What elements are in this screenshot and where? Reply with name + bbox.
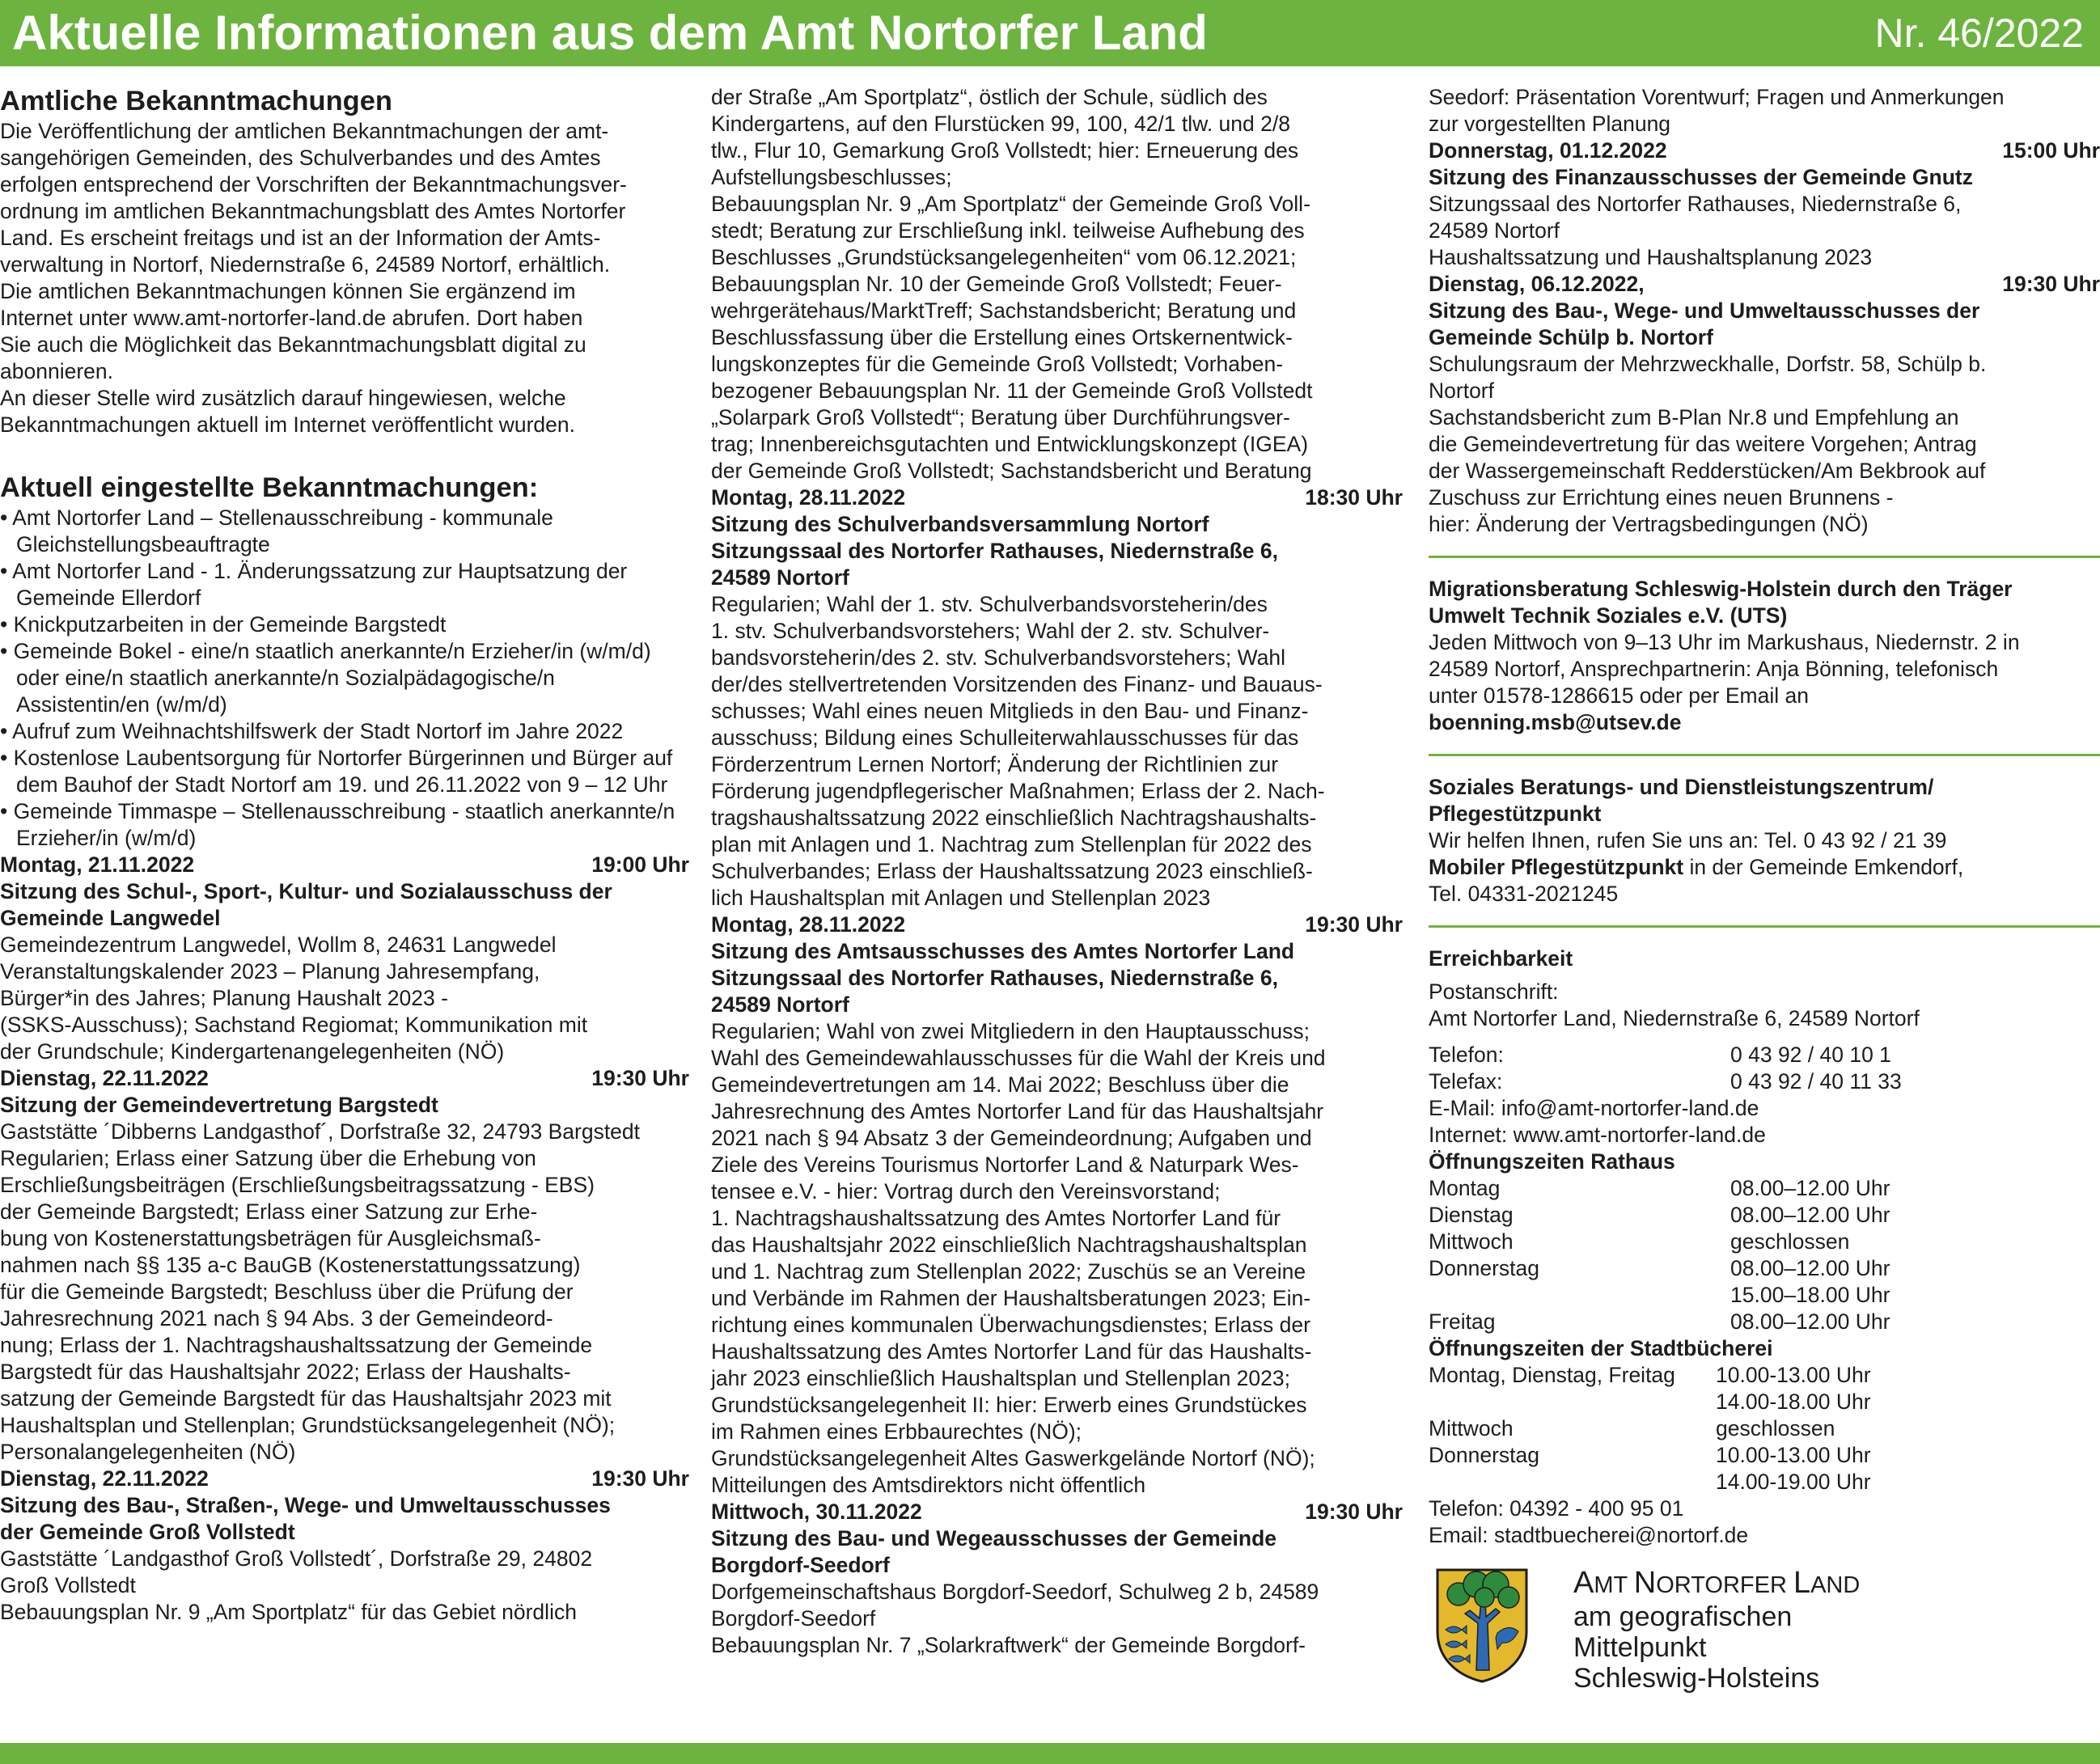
- row-value: 08.00–12.00 Uhr: [1730, 1309, 1890, 1334]
- row-label: [1429, 1469, 1716, 1495]
- list-item: • Amt Nortorfer Land - 1. Änderungssatzung zur Hauptsatzung der Gemeinde Ellerdorf: [0, 559, 628, 610]
- event-date: Donnerstag, 01.12.2022: [1429, 138, 1667, 163]
- list-item: • Gemeinde Timmaspe – Stellenausschreibung - staatlich anerkannte/n Erzieher/in (w/m/d): [0, 799, 675, 850]
- rathaus-hours: [1429, 1175, 2100, 1335]
- event-gross-vollstedt: [0, 1466, 689, 1626]
- row-label: Donnerstag: [1429, 1443, 1540, 1467]
- divider: [1429, 556, 2100, 558]
- event-text: schusses; Wahl eines neuen Mitglieds in den Bau- und Finanz-: [711, 699, 1309, 723]
- event-text: Grundstücksangelegenheit Altes Gaswerkgelände Nortorf (NÖ);: [711, 1446, 1315, 1470]
- text-line: bezogener Bebauungsplan Nr. 11 der Gemeinde Groß Vollstedt: [711, 379, 1313, 403]
- event-text: im Rahmen eines Erbbaurechtes (NÖ);: [711, 1419, 1082, 1444]
- row-value: 10.00-13.00 Uhr: [1716, 1363, 1871, 1387]
- bulletin-list: [0, 505, 689, 852]
- row-value: 0 43 92 / 40 11 33: [1730, 1069, 1902, 1094]
- event-text: für die Gemeinde Bargstedt; Beschluss über die Prüfung der: [0, 1280, 574, 1304]
- text-line: Seedorf: Präsentation Vorentwurf; Fragen und Anmerkungen: [1429, 85, 2005, 109]
- event-date: Dienstag, 22.11.2022: [0, 1066, 209, 1090]
- text-line: stedt; Beratung zur Erschließung inkl. teilweise Aufhebung des: [711, 218, 1305, 243]
- event-text: (SSKS-Ausschuss); Sachstand Regiomat; Kommunikation mit: [0, 1013, 588, 1037]
- event-time: 18:30 Uhr: [1305, 485, 1403, 510]
- migration-title: [1429, 576, 2100, 629]
- event-title: Sitzung des Finanzausschusses der Gemeinde Gnutz: [1429, 165, 1973, 189]
- event-title: Sitzungssaal des Nortorfer Rathauses, Niedernstraße 6,: [711, 966, 1278, 990]
- row-value: 08.00–12.00 Uhr: [1730, 1256, 1890, 1280]
- row-label: Montag, Dienstag, Freitag: [1429, 1363, 1675, 1387]
- row-value: 0 43 92 / 40 10 1: [1730, 1043, 1891, 1067]
- phone-table: [1429, 1042, 2100, 1095]
- event-date: Montag, 28.11.2022: [711, 912, 906, 937]
- event-date: Montag, 21.11.2022: [0, 852, 195, 877]
- text-line: der Straße „Am Sportplatz“, östlich der Schule, südlich des: [711, 85, 1268, 109]
- list-item: • Kostenlose Laubentsorgung für Nortorfer Bürgerinnen und Bürger auf dem Bauhof der Stadt Nortorf am 19. und 26.11.2022 von 9 – 12 Uhr: [0, 746, 673, 797]
- text-line: Die amtlichen Bekanntmachungen können Sie ergänzend im: [0, 279, 576, 303]
- text-line: Internet unter www.amt-nortorfer-land.de abrufen. Dort haben: [0, 306, 583, 330]
- text-line: abonnieren.: [0, 359, 113, 383]
- event-text: Förderung jugendpflegerischer Maßnahmen; Erlass der 2. Nach-: [711, 779, 1325, 803]
- event-text: Veranstaltungskalender 2023 – Planung Jahresempfang,: [0, 959, 540, 984]
- column-right: [1429, 84, 2100, 1694]
- row-label: [1429, 1389, 1716, 1415]
- row-label: Telefax:: [1429, 1069, 1503, 1094]
- mobile-phone: Tel. 04331-2021245: [1429, 882, 1619, 906]
- event-text: Erschließungsbeiträgen (Erschließungsbeitragssatzung - EBS): [0, 1173, 595, 1197]
- event-text: Mitteilungen des Amtsdirektors nicht öffentlich: [711, 1473, 1146, 1497]
- row-label: Freitag: [1429, 1309, 1496, 1334]
- logo-name: AMT NORTORFER LAND: [1573, 1566, 1861, 1600]
- text-line: Jeden Mittwoch von 9–13 Uhr im Markushaus, Niedernstr. 2 in: [1429, 630, 2020, 654]
- event-text: lich Haushaltsplan mit Anlagen und Stellenplan 2023: [711, 886, 1211, 910]
- column-middle: [711, 84, 1403, 1659]
- text-line: 24589 Nortorf, Ansprechpartnerin: Anja Bönning, telefonisch: [1429, 657, 1999, 681]
- post-label: Postanschrift:: [1429, 979, 1559, 1004]
- event-date-row: [0, 1466, 689, 1492]
- list-item: • Knickputzarbeiten in der Gemeinde Bargstedt: [0, 612, 447, 637]
- text-line: Bebauungsplan Nr. 10 der Gemeinde Groß Vollstedt; Feuer-: [711, 272, 1282, 296]
- event-text: 2021 nach § 94 Absatz 3 der Gemeindeordnung; Aufgaben und: [711, 1126, 1312, 1150]
- event-text: und 1. Nachtrag zum Stellenplan 2022; Zuschüs se an Vereine: [711, 1259, 1306, 1284]
- text-line: erfolgen entsprechend der Vorschriften der Bekanntmachungsver-: [0, 172, 627, 197]
- library-phone: Telefon: 04392 - 400 95 01: [1429, 1496, 1684, 1521]
- event-text: Schulungsraum der Mehrzweckhalle, Dorfstr. 58, Schülp b.: [1429, 352, 1987, 376]
- event-text: Schulverbandes; Erlass der Haushaltssatzung 2023 einschließ-: [711, 859, 1313, 883]
- event-text: tensee e.V. - hier: Vortrag durch den Vereinsvorstand;: [711, 1179, 1221, 1203]
- event-text: bung von Kostenerstattungsbeträgen für Ausgleichsmaß-: [0, 1226, 541, 1250]
- event-text: das Haushaltsjahr 2022 einschließlich Nachtragshaushaltsplan: [711, 1233, 1307, 1257]
- page-header: [0, 0, 2100, 66]
- event-title: Borgdorf-Seedorf: [711, 1553, 890, 1577]
- event-text: die Gemeindevertretung für das weitere Vorgehen; Antrag: [1429, 432, 1977, 456]
- text-line: lungskonzeptes für die Gemeinde Groß Vollstedt; Vorhaben-: [711, 352, 1284, 376]
- event-time: 19:30 Uhr: [591, 1466, 689, 1491]
- event-text: Sachstandsbericht zum B-Plan Nr.8 und Empfehlung an: [1429, 405, 1959, 429]
- row-value: 10.00-13.00 Uhr: [1716, 1443, 1871, 1467]
- event-text: der Gemeinde Bargstedt; Erlass einer Satzung zur Erhe-: [0, 1199, 538, 1224]
- event-text: satzung der Gemeinde Bargstedt für das Haushaltsjahr 2023 mit: [0, 1386, 612, 1411]
- event-text: bandsvorsteherin/des 2. stv. Schulverbandsvorstehers; Wahl: [711, 645, 1285, 670]
- library-hours: [1429, 1362, 2100, 1495]
- event-date-row: [711, 1499, 1403, 1525]
- text-line: Pflegestützpunkt: [1429, 802, 1602, 826]
- divider: [1429, 925, 2100, 928]
- event-text: und Verbände im Rahmen der Haushaltsberatungen 2023; Ein-: [711, 1286, 1311, 1310]
- intro-text: [0, 118, 689, 438]
- list-item: • Aufruf zum Weihnachtshilfswerk der Stadt Nortorf im Jahre 2022: [0, 719, 624, 743]
- event-text: Nortorf: [1429, 379, 1494, 403]
- event-date: Dienstag, 22.11.2022: [0, 1466, 209, 1491]
- list-item: • Gemeinde Bokel - eine/n staatlich anerkannte/n Erzieher/in (w/m/d) oder eine/n staatlich anerkannte/n Sozialpädagogische/n Assistentin/en (w/m/d): [0, 639, 651, 717]
- row-value: 15.00–18.00 Uhr: [1730, 1283, 1890, 1307]
- rathaus-heading: Öffnungszeiten Rathaus: [1429, 1149, 1675, 1174]
- text-line: unter 01578-1286615 oder per Email an: [1429, 683, 1809, 708]
- event-title: 24589 Nortorf: [711, 992, 849, 1017]
- event-text: Personalangelegenheiten (NÖ): [0, 1440, 296, 1464]
- event-text: Bargstedt für das Haushaltsjahr 2022; Erlass der Haushalts-: [0, 1360, 571, 1384]
- event-title: Gemeinde Schülp b. Nortorf: [1429, 325, 1713, 349]
- event-text: 1. Nachtragshaushaltssatzung des Amtes Nortorfer Land für: [711, 1206, 1281, 1230]
- text-line: Schleswig-Holsteins: [1573, 1663, 1820, 1694]
- post-address: Amt Nortorfer Land, Niedernstraße 6, 24589 Nortorf: [1429, 1006, 1920, 1030]
- text-line: Kindergartens, auf den Flurstücken 99, 100, 42/1 tlw. und 2/8: [711, 112, 1290, 136]
- social-title: [1429, 774, 2100, 827]
- row-label: Dienstag: [1429, 1203, 1514, 1227]
- contact-internet[interactable]: Internet: www.amt-nortorfer-land.de: [1429, 1123, 1766, 1147]
- library-heading: Öffnungszeiten der Stadtbücherei: [1429, 1336, 1773, 1360]
- continued-text: [711, 84, 1403, 484]
- event-text: nung; Erlass der 1. Nachtragshaushaltssatzung der Gemeinde: [0, 1333, 593, 1357]
- text-line: der Gemeinde Groß Vollstedt; Sachstandsbericht und Beratung: [711, 459, 1312, 483]
- event-date: Montag, 28.11.2022: [711, 485, 906, 510]
- event-date-row: [0, 852, 689, 878]
- event-text: Gaststätte ´Landgasthof Groß Vollstedt´, Dorfstraße 29, 24802: [0, 1546, 593, 1571]
- row-value: 08.00–12.00 Uhr: [1730, 1176, 1890, 1200]
- event-schulverband: [711, 484, 1403, 912]
- continued-text-right: [1429, 84, 2100, 137]
- row-value: 14.00-18.00 Uhr: [1716, 1390, 1871, 1414]
- event-text: Haushaltssatzung und Haushaltsplanung 2023: [1429, 245, 1873, 269]
- event-title: Sitzung des Bau-, Straßen-, Wege- und Umweltausschusses: [0, 1493, 611, 1517]
- row-value: geschlossen: [1730, 1229, 1850, 1254]
- event-text: 24589 Nortorf: [1429, 218, 1560, 243]
- event-title: Sitzung der Gemeindevertretung Bargstedt: [0, 1093, 438, 1117]
- event-text: der Wassergemeinschaft Redderstücken/Am Bekbrook auf: [1429, 459, 1986, 483]
- event-date-row: [711, 484, 1403, 511]
- library-email[interactable]: Email: stadtbuecherei@nortorf.de: [1429, 1523, 1749, 1547]
- text-line: sangehörigen Gemeinden, des Schulverbandes und des Amtes: [0, 146, 601, 170]
- event-text: der Grundschule; Kindergartenangelegenheiten (NÖ): [0, 1039, 505, 1064]
- text-line: Beschlusses „Grundstücksangelegenheiten“ vom 06.12.2021;: [711, 245, 1297, 269]
- event-text: Zuschuss zur Errichtung eines neuen Brunnens -: [1429, 485, 1894, 510]
- event-text: Grundstücksangelegenheit II: hier: Erwerb eines Grundstückes: [711, 1393, 1307, 1417]
- mobile-label: Mobiler Pflegestützpunkt: [1429, 855, 1684, 879]
- event-schuelp: [1429, 271, 2100, 538]
- event-date-row: [711, 912, 1403, 938]
- migration-email[interactable]: boenning.msb@utsev.de: [1429, 710, 1682, 734]
- event-time: 15:00 Uhr: [2002, 138, 2100, 163]
- contact-block: [1429, 945, 2100, 1549]
- text-line: am geografischen: [1573, 1601, 1793, 1632]
- row-label: Telefon:: [1429, 1043, 1504, 1067]
- event-gnutz: [1429, 137, 2100, 271]
- event-text: 1. stv. Schulverbandsvorstehers; Wahl der 2. stv. Schulver-: [711, 619, 1270, 643]
- event-date-row: [0, 1065, 689, 1092]
- event-title: Sitzung des Bau-, Wege- und Umweltausschusses der: [1429, 298, 1980, 323]
- event-text: Regularien; Wahl von zwei Mitgliedern in den Hauptausschuss;: [711, 1019, 1310, 1043]
- event-text: plan mit Anlagen und 1. Nachtrag zum Stellenplan für 2022 des: [711, 832, 1312, 857]
- page-title: Aktuelle Informationen aus dem Amt Nortorfer Land: [12, 6, 1208, 60]
- issue-number: Nr. 46/2022: [1874, 11, 2084, 56]
- event-date: Mittwoch, 30.11.2022: [711, 1500, 922, 1524]
- text-line: Beschlussfassung über die Erstellung eines Ortskernentwick-: [711, 325, 1293, 349]
- event-time: 19:30 Uhr: [1305, 912, 1403, 937]
- event-text: Bebauungsplan Nr. 9 „Am Sportplatz“ für das Gebiet nördlich: [0, 1600, 577, 1624]
- text-line: Migrationsberatung Schleswig-Holstein durch den Träger: [1429, 577, 2013, 601]
- event-text: Bebauungsplan Nr. 7 „Solarkraftwerk“ der Gemeinde Borgdorf-: [711, 1633, 1306, 1657]
- social-block: [1429, 774, 2100, 907]
- event-text: Gaststätte ´Dibberns Landgasthof´, Dorfstraße 32, 24793 Bargstedt: [0, 1119, 641, 1144]
- event-date-row: [1429, 137, 2100, 164]
- event-text: nahmen nach §§ 135 a-c BauGB (Kostenerstattungssatzung): [0, 1253, 581, 1277]
- text-line: „Solarpark Groß Vollstedt“; Beratung über Durchführungsver-: [711, 405, 1290, 429]
- event-title: Sitzung des Bau- und Wegeausschusses der Gemeinde: [711, 1526, 1277, 1550]
- mobile-line: [1429, 854, 2100, 881]
- event-title: Sitzung des Schul-, Sport-, Kultur- und Sozialausschuss der: [0, 879, 612, 903]
- event-text: jahr 2023 einschließlich Haushaltsplan und Stellenplan 2023;: [711, 1366, 1290, 1390]
- event-bargstedt: [0, 1065, 689, 1466]
- text-line: wehrgerätehaus/MarktTreff; Sachstandsbericht; Beratung und: [711, 298, 1297, 323]
- contact-heading: Erreichbarkeit: [1429, 946, 1573, 971]
- event-text: Förderzentrum Lernen Nortorf; Änderung der Richtlinien zur: [711, 752, 1279, 776]
- event-text: Regularien; Wahl der 1. stv. Schulverbandsvorsteherin/des: [711, 592, 1268, 616]
- row-label: Mittwoch: [1429, 1229, 1514, 1254]
- section-heading-amtliche: Amtliche Bekanntmachungen: [0, 86, 393, 116]
- event-title: Gemeinde Langwedel: [0, 906, 221, 930]
- row-value: 08.00–12.00 Uhr: [1730, 1203, 1890, 1227]
- event-text: ausschuss; Bildung eines Schulleiterwahlausschusses für das: [711, 725, 1299, 750]
- event-text: Gemeindezentrum Langwedel, Wollm 8, 24631 Langwedel: [0, 933, 557, 957]
- text-line: An dieser Stelle wird zusätzlich darauf hingewiesen, welche: [0, 386, 566, 410]
- event-text: Haushaltsplan und Stellenplan; Grundstücksangelegenheit (NÖ);: [0, 1413, 616, 1437]
- row-value: 14.00-19.00 Uhr: [1716, 1470, 1871, 1494]
- event-text: hier: Änderung der Vertragsbedingungen (NÖ): [1429, 512, 1869, 536]
- text-line: verwaltung in Nortorf, Niedernstraße 6, 24589 Nortorf, erhältlich.: [0, 252, 611, 277]
- section-heading-aktuell: Aktuell eingestellte Bekanntmachungen:: [0, 472, 539, 503]
- migration-block: [1429, 576, 2100, 736]
- row-label: Montag: [1429, 1176, 1501, 1200]
- event-title: Sitzung des Amtsausschusses des Amtes Nortorfer Land: [711, 939, 1295, 963]
- event-amtsausschuss: [711, 912, 1403, 1499]
- event-time: 19:00 Uhr: [591, 852, 689, 877]
- event-time: 19:30 Uhr: [1305, 1500, 1403, 1524]
- text-line: Land. Es erscheint freitags und ist an der Information der Amts-: [0, 226, 601, 250]
- event-text: Groß Vollstedt: [0, 1573, 136, 1597]
- footer-bar: [0, 1743, 2100, 1764]
- contact-email[interactable]: E-Mail: info@amt-nortorfer-land.de: [1429, 1096, 1759, 1120]
- text-line: ordnung im amtlichen Bekanntmachungsblatt des Amtes Nortorfer: [0, 199, 626, 223]
- event-text: Sitzungssaal des Nortorfer Rathauses, Niedernstraße 6,: [1429, 192, 1962, 216]
- event-text: der/des stellvertretenden Vorsitzenden des Finanz- und Bauaus-: [711, 672, 1323, 696]
- row-label: Mittwoch: [1429, 1416, 1514, 1440]
- list-item: • Amt Nortorfer Land – Stellenausschreibung - kommunale Gleichstellungsbeauftragte: [0, 506, 553, 556]
- text-line: Aufstellungsbeschlusses;: [711, 165, 952, 189]
- event-text: Regularien; Erlass einer Satzung über die Erhebung von: [0, 1146, 536, 1170]
- event-text: Haushaltssatzung des Amtes Nortorfer Land für das Haushalts-: [711, 1339, 1312, 1364]
- text-line: trag; Innenbereichsgutachten und Entwicklungskonzept (IGEA): [711, 432, 1309, 456]
- divider: [1429, 754, 2100, 756]
- text-line: tlw., Flur 10, Gemarkung Groß Vollstedt; hier: Erneuerung des: [711, 138, 1299, 163]
- event-date-row: [1429, 271, 2100, 298]
- text-line: Bebauungsplan Nr. 9 „Am Sportplatz“ der Gemeinde Groß Voll-: [711, 192, 1310, 216]
- event-text: Dorfgemeinschaftshaus Borgdorf-Seedorf, Schulweg 2 b, 24589: [711, 1580, 1319, 1604]
- event-title: Sitzung des Schulverbandsversammlung Nortorf: [711, 512, 1209, 536]
- event-text: richtung eines kommunalen Überwachungsdienstes; Erlass der: [711, 1313, 1310, 1337]
- row-label: [1429, 1282, 1730, 1309]
- text-line: Bekanntmachungen aktuell im Internet veröffentlicht wurden.: [0, 412, 576, 437]
- event-date: Dienstag, 06.12.2022,: [1429, 272, 1645, 296]
- text-line: Umwelt Technik Soziales e.V. (UTS): [1429, 603, 1788, 628]
- column-left: [0, 84, 689, 1626]
- event-title: Sitzungssaal des Nortorfer Rathauses, Niedernstraße 6,: [711, 539, 1278, 563]
- event-time: 19:30 Uhr: [2002, 272, 2100, 296]
- event-title: 24589 Nortorf: [711, 565, 849, 590]
- text-line: Soziales Beratungs- und Dienstleistungszentrum/: [1429, 775, 1934, 799]
- text-line: zur vorgestellten Planung: [1429, 112, 1671, 136]
- event-text: Jahresrechnung 2021 nach § 94 Abs. 3 der Gemeindeord-: [0, 1306, 553, 1330]
- mobile-location: in der Gemeinde Emkendorf,: [1683, 855, 1964, 879]
- text-line: Mittelpunkt: [1573, 1632, 1707, 1663]
- text-line: Die Veröffentlichung der amtlichen Bekanntmachungen der amt-: [0, 119, 609, 143]
- event-borgdorf-seedorf: [711, 1499, 1403, 1659]
- row-label: Donnerstag: [1429, 1256, 1540, 1280]
- text-line: Sie auch die Möglichkeit das Bekanntmachungsblatt digital zu: [0, 332, 586, 357]
- event-text: Jahresrechnung des Amtes Nortorfer Land für das Haushaltsjahr: [711, 1099, 1324, 1123]
- event-text: Bürger*in des Jahres; Planung Haushalt 2023 -: [0, 986, 448, 1010]
- logo-text: [1573, 1567, 1860, 1694]
- event-text: Wahl des Gemeindewahlausschusses für die Wahl der Kreis und: [711, 1046, 1326, 1070]
- event-text: Ziele des Vereins Tourismus Nortorfer Land & Naturpark Wes-: [711, 1153, 1299, 1177]
- logo-tagline: [1573, 1601, 1860, 1694]
- coat-of-arms-icon: [1434, 1567, 1530, 1684]
- event-langwedel: [0, 852, 689, 1065]
- migration-text: [1429, 629, 2100, 709]
- event-text: Borgdorf-Seedorf: [711, 1606, 876, 1631]
- event-text: tragshaushaltssatzung 2022 einschließlich Nachtragshaushalts-: [711, 806, 1317, 830]
- row-value: geschlossen: [1716, 1416, 1835, 1440]
- event-text: Gemeindevertretungen am 14. Mai 2022; Beschluss über die: [711, 1072, 1289, 1097]
- amt-logo: [1429, 1567, 2100, 1694]
- social-phone: Wir helfen Ihnen, rufen Sie uns an: Tel. 0 43 92 / 21 39: [1429, 828, 1947, 852]
- event-title: der Gemeinde Groß Vollstedt: [0, 1520, 295, 1544]
- event-time: 19:30 Uhr: [591, 1066, 689, 1090]
